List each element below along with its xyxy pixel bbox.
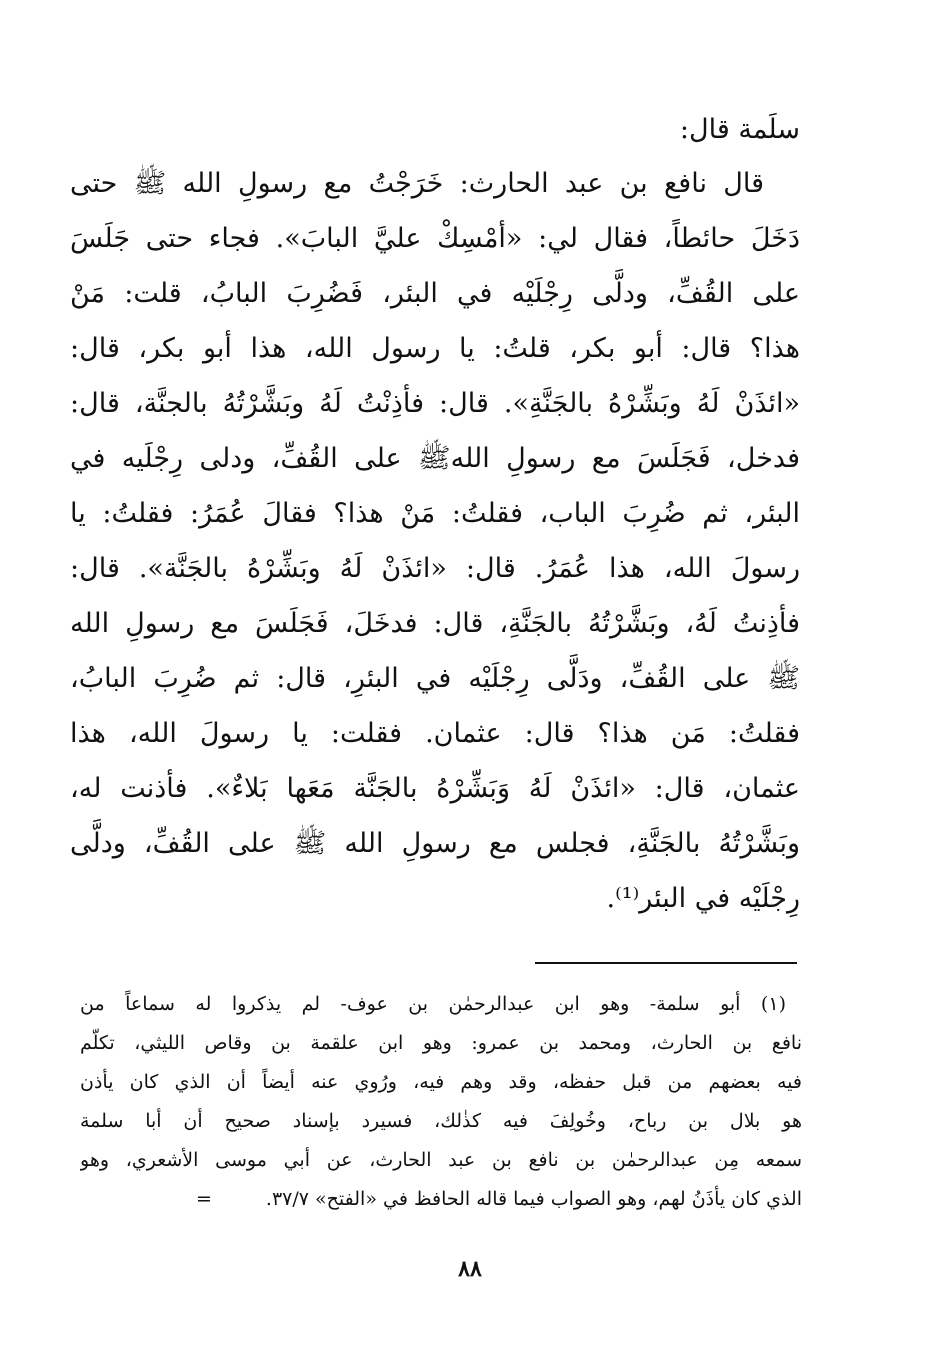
continuation-mark: = (195, 1188, 212, 1210)
footnote-line: الذي كان يأذَنُ لهم، وهو الصواب فيما قاله الحافظ في «الفتح» ٣٧/٧. (265, 1188, 802, 1210)
footnote-line: نافع بن الحارث، ومحمد بن عمرو: وهو ابن علقمة بن وقاص الليثي، تكلّم (80, 1032, 802, 1054)
main-text-line: قال نافع بن عبد الحارث: خَرَجْتُ مع رسولِ الله ﷺ حتى (70, 168, 764, 199)
footnote-line: (١) أبو سلمة- وهو ابن عبدالرحمٰن بن عوف- لم يذكروا له سماعاً من (80, 993, 786, 1015)
main-text-line: فقلتُ: مَن هذا؟ قال: عثمان. فقلت: يا رسولَ الله، هذا (70, 718, 800, 749)
main-text-line: ﷺ على القُفِّ، ودَلَّى رِجْلَيْه في البئرِ، قال: ثم ضُرِبَ البابُ، (70, 663, 800, 694)
opening-line: سلَمة قال: (679, 114, 800, 145)
footnote-line: فيه بعضهم من قبل حفظه، وقد وهم فيه، ورُوي عنه أيضاً أن الذي كان يأذن (80, 1071, 802, 1093)
main-text-line: فأذِنتُ لَهُ، وبَشَّرْتُهُ بالجَنَّةِ، قال: فدخَلَ، فَجَلَسَ مع رسولِ الله (70, 608, 800, 639)
main-text-line: على القُفِّ، ودلَّى رِجْلَيْه في البئر، فَضُرِبَ البابُ، قلت: مَنْ (70, 278, 800, 309)
main-text-block (70, 156, 800, 926)
main-text-line: هذا؟ قال: أبو بكر، قلتُ: يا رسول الله، هذا أبو بكر، قال: (70, 333, 800, 364)
main-text-line: «ائذَنْ لَهُ وبَشِّرْهُ بالجَنَّةِ». قال: فأذِنْتُ لَهُ وبَشَّرْتُهُ بالجنَّة، قال: (70, 388, 800, 419)
main-text-line: رسولَ الله، هذا عُمَرُ. قال: «ائذَنْ لَهُ وبَشِّرْهُ بالجَنَّة». قال: (70, 553, 800, 584)
main-text-line: عثمان، قال: «ائذَنْ لَهُ وَبَشِّرْهُ بالجَنَّة مَعَها بَلاءٌ». فأذنت له، (70, 773, 800, 804)
opening-line-block (70, 104, 800, 156)
footnote-separator (535, 962, 797, 964)
main-text-line: البئر، ثم ضُرِبَ الباب، فقلتُ: مَنْ هذا؟ فقالَ عُمَرُ: فقلتُ: يا (70, 498, 800, 529)
main-text-line: فدخل، فَجَلَسَ مع رسولِ اللهﷺ على القُفِّ، ودلى رِجْلَيه في (70, 443, 800, 474)
footnote-last-line (80, 1180, 802, 1219)
main-text-line: رِجْلَيْه في البئر⁽¹⁾. (606, 883, 800, 914)
main-text-line: وبَشَّرْتُهُ بالجَنَّةِ، فجلس مع رسولِ الله ﷺ على القُفِّ، ودلَّى (70, 828, 800, 859)
footnotes-block (80, 985, 802, 1219)
footnote-line: سمعه مِن عبدالرحمٰن بن نافع بن عبد الحارث، عن أبي موسى الأشعري، وهو (80, 1149, 802, 1171)
footnote-line: هو بلال بن رباح، وخُولِفَ فيه كذٰلك، فسيرد بإسناد صحيح أن أبا سلمة (80, 1110, 802, 1132)
page-number: ٨٨ (458, 1256, 482, 1282)
main-text-line: دَخَلَ حائطاً، فقال لي: «أمْسِكْ عليَّ البابَ». فجاء حتى جَلَسَ (70, 223, 800, 254)
